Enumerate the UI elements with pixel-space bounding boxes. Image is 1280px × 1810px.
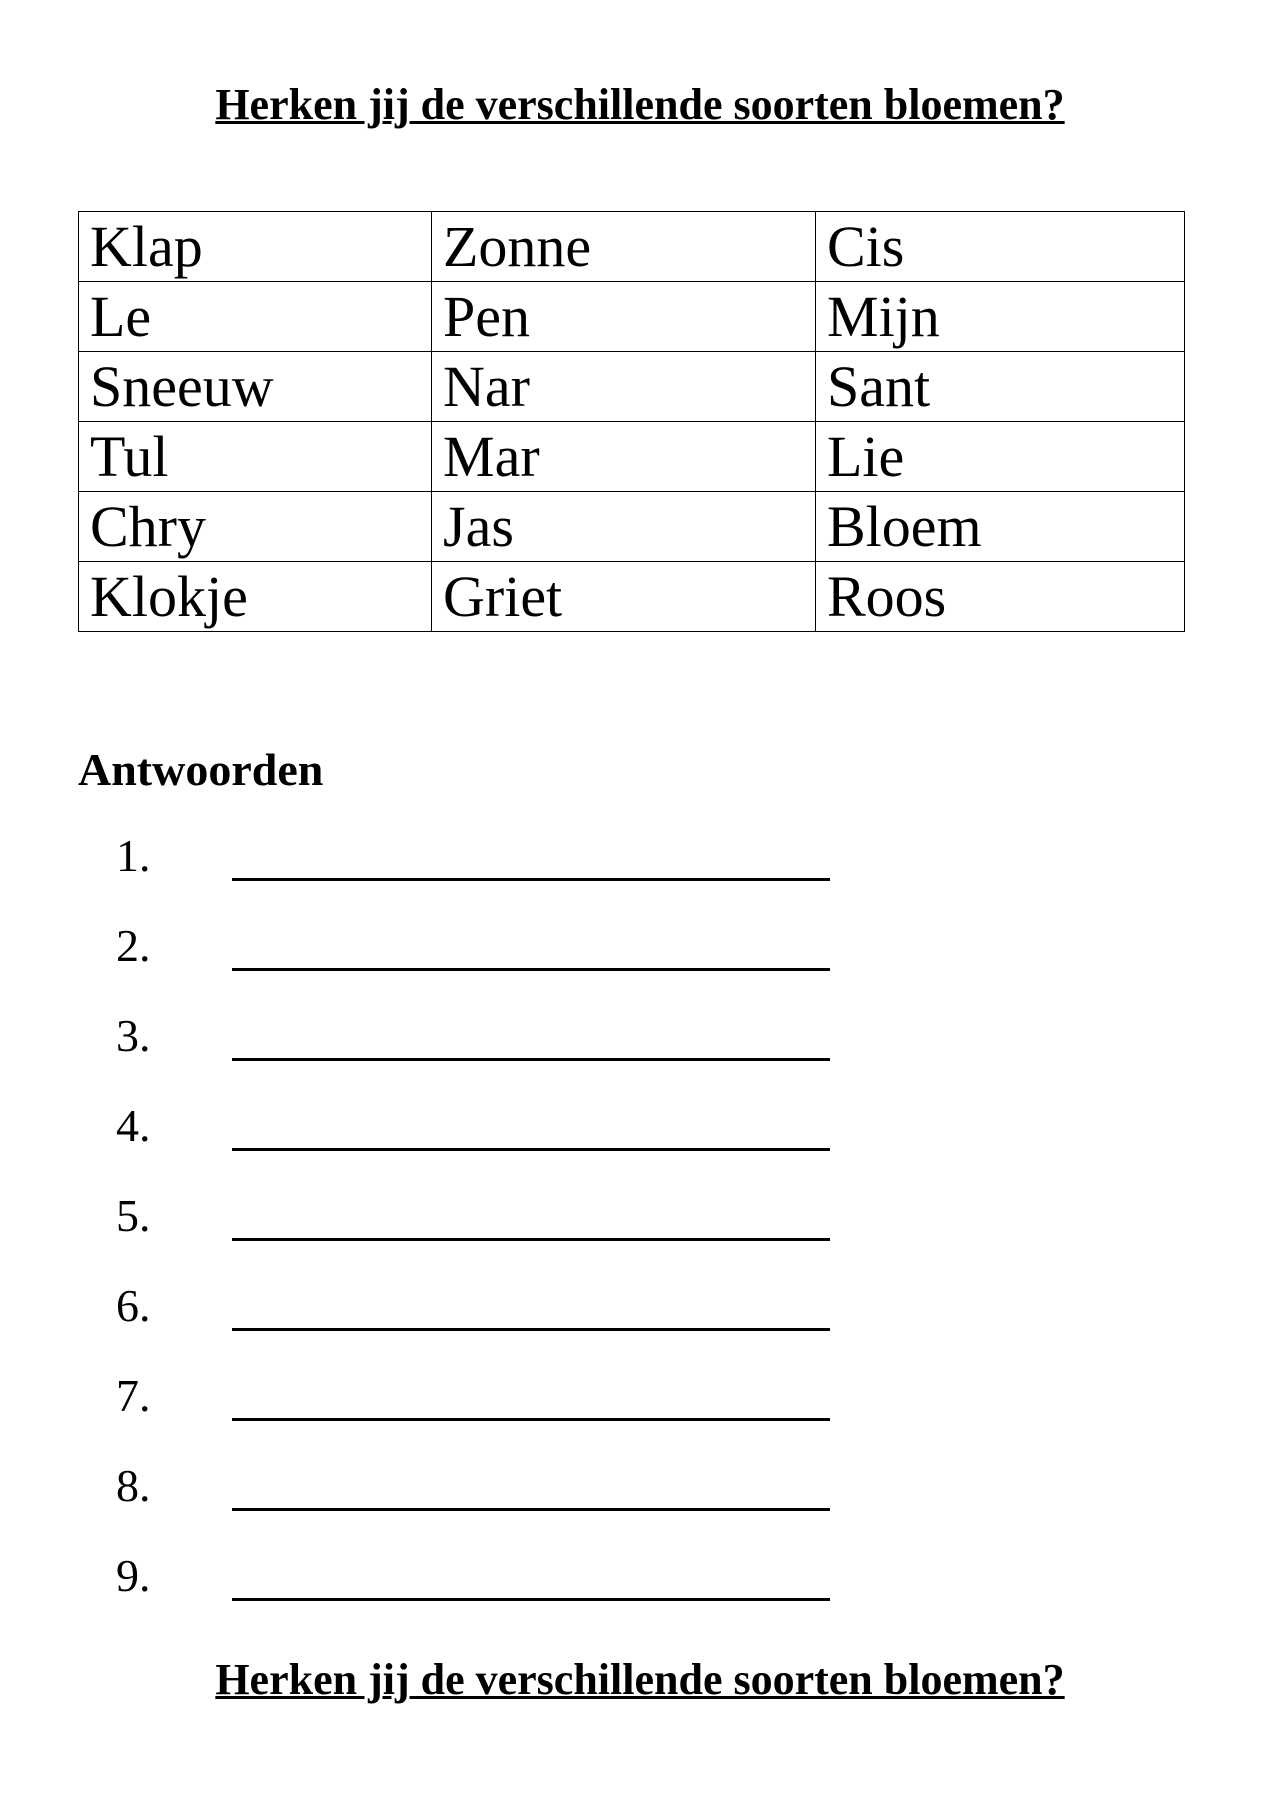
list-item xyxy=(0,1008,1280,1098)
table-row xyxy=(79,492,1185,562)
table-cell: Pen xyxy=(432,282,816,352)
table-cell: Tul xyxy=(79,422,432,492)
list-item xyxy=(0,1188,1280,1278)
answer-blank-line[interactable] xyxy=(232,1328,830,1331)
answer-number: 3. xyxy=(116,1010,151,1061)
table-row xyxy=(79,562,1185,632)
answers-heading: Antwoorden xyxy=(78,744,324,795)
worksheet-title: Herken jij de verschillende soorten bloemen? xyxy=(215,80,1065,129)
answer-blank-line[interactable] xyxy=(232,968,830,971)
answer-blank-line[interactable] xyxy=(232,1598,830,1601)
table-row xyxy=(79,422,1185,492)
table-cell: Sant xyxy=(816,352,1185,422)
answer-list xyxy=(0,828,1280,1638)
answer-number: 4. xyxy=(116,1100,151,1151)
answer-blank-line[interactable] xyxy=(232,1508,830,1511)
list-item xyxy=(0,828,1280,918)
answer-number: 6. xyxy=(116,1280,151,1331)
table-cell: Klokje xyxy=(79,562,432,632)
table-row xyxy=(79,352,1185,422)
answer-number: 5. xyxy=(116,1190,151,1241)
table-cell: Mijn xyxy=(816,282,1185,352)
list-item xyxy=(0,918,1280,1008)
table-row xyxy=(79,282,1185,352)
list-item xyxy=(0,1368,1280,1458)
answer-number: 1. xyxy=(116,830,151,881)
word-fragment-table xyxy=(78,211,1185,632)
table-cell: Zonne xyxy=(432,212,816,282)
table-cell: Lie xyxy=(816,422,1185,492)
table-cell: Cis xyxy=(816,212,1185,282)
table-cell: Chry xyxy=(79,492,432,562)
table-cell: Jas xyxy=(432,492,816,562)
table-cell: Mar xyxy=(432,422,816,492)
answer-blank-line[interactable] xyxy=(232,878,830,881)
table-cell: Bloem xyxy=(816,492,1185,562)
answer-blank-line[interactable] xyxy=(232,1148,830,1151)
answer-blank-line[interactable] xyxy=(232,1418,830,1421)
answer-number: 8. xyxy=(116,1460,151,1511)
table-cell: Roos xyxy=(816,562,1185,632)
table-cell: Klap xyxy=(79,212,432,282)
list-item xyxy=(0,1548,1280,1638)
footer-title: Herken jij de verschillende soorten bloemen? xyxy=(215,1655,1065,1704)
table-cell: Griet xyxy=(432,562,816,632)
list-item xyxy=(0,1098,1280,1188)
table-cell: Sneeuw xyxy=(79,352,432,422)
table-cell: Le xyxy=(79,282,432,352)
answer-blank-line[interactable] xyxy=(232,1238,830,1241)
answer-number: 9. xyxy=(116,1550,151,1601)
table-row xyxy=(79,212,1185,282)
list-item xyxy=(0,1458,1280,1548)
table-cell: Nar xyxy=(432,352,816,422)
answer-blank-line[interactable] xyxy=(232,1058,830,1061)
answer-number: 2. xyxy=(116,920,151,971)
answer-number: 7. xyxy=(116,1370,151,1421)
list-item xyxy=(0,1278,1280,1368)
